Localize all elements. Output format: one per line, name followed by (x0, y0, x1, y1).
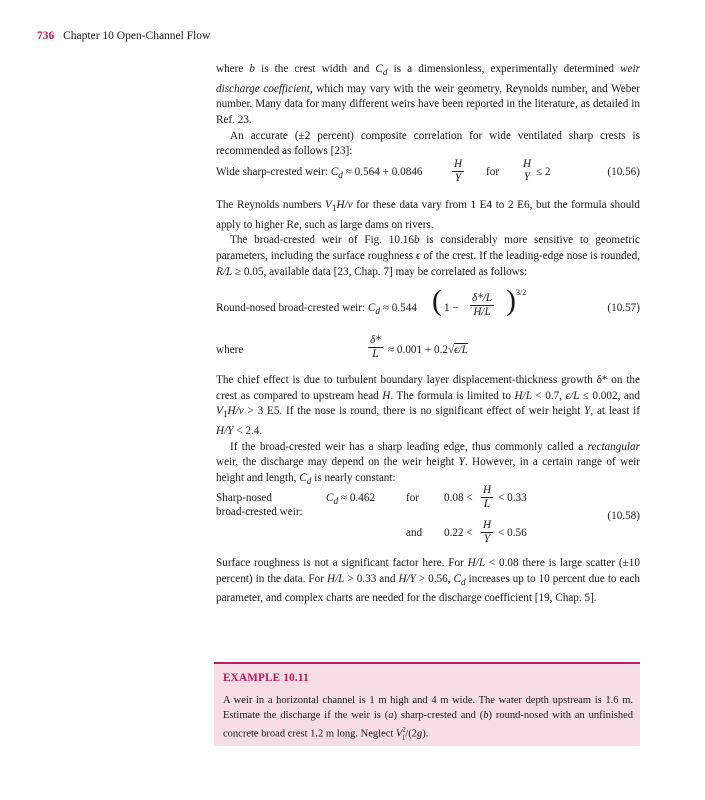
example-problem-text: A weir in a horizontal channel is 1 m high and 4 m wide. The water depth upstream is 1.6 m. Estimate the discharge if the weir is (a) sharp-crested and (b) round-nosed with an unfinished concrete broad crest 1.2 m long. Neglect $V^2_1/(2g)$. (223, 695, 633, 742)
fraction-delta-ratio: $\frac{\delta*/L}{H/L}$ (472, 292, 493, 318)
equation-number: (10.57) (607, 302, 640, 314)
chapter-title: Chapter 10 Open-Channel Flow (63, 30, 211, 42)
paragraph-roughness: Surface roughness is not a significant factor here. For H/L < 0.08 there is large scatter (±10 percent) in the data. For H/L > 0.33 and H/Y > 0.56, $C_d$ increases up to 10 percent due to each parameter, and complex charts are needed for the discharge coefficient [19, Chap. 5]. (216, 557, 641, 605)
page-number: 736 (37, 30, 55, 42)
fraction-h-over-y: $\frac{H}{Y}$ (454, 158, 463, 184)
intro-text (216, 62, 640, 160)
fraction-h-over-y: $\frac{H}{Y}$ (483, 519, 492, 545)
condition-fraction: H Y (523, 158, 532, 183)
fraction-h-over-l: $\frac{H}{L}$ (483, 484, 492, 510)
equation-10-56: Wide sharp-crested weir: $C_d \approx 0.564 + 0.0846$ $\frac{H}{Y}$ for H Y ≤ 2 (10.56) (216, 158, 640, 184)
paragraph-broad-crested: The broad-crested weir of Fig. 10.16b is considerably more sensitive to geometric parameters, including the surface roughness ϵ of the crest. If the leading-edge nose is rounded, R/L ≥ 0.05, available data [23, Chap. 7] may be correlated as follows: (216, 234, 641, 278)
fraction-delta-star-over-l: $\frac{\delta*}{L}$ (370, 334, 381, 360)
roughness-text (216, 556, 640, 607)
equation-number: (10.56) (607, 166, 640, 178)
paragraph-reynolds: The Reynolds numbers $V_1H/\nu$ for these data vary from 1 E4 to 2 E6, but the formula should apply to higher Re, such as large dams on rivers. (216, 199, 640, 231)
example-title: EXAMPLE 10.11 (223, 672, 309, 684)
running-header (37, 30, 210, 42)
paragraph-weir-coefficient: where b is the crest width and $C_d$ is a dimensionless, experimentally determined weir discharge coefficient, which may vary with the weir geometry, Reynolds number, and Weber number. Many data for many different weirs have been reported in the literature, as detailed in Ref. 23. (216, 63, 640, 127)
paragraph-correlation: An accurate (±2 percent) composite correlation for wide ventilated sharp crests is recommended as follows [23]: (216, 129, 640, 158)
equation-number: (10.58) (607, 510, 640, 522)
equation-delta-star: where $\frac{\delta*}{L}$ ≈ 0.001 + 0.2√ϵ/L (216, 334, 468, 360)
chief-effect-text (216, 373, 640, 491)
paragraph-chief-effect: The chief effect is due to turbulent boundary layer displacement-thickness growth δ* on the crest as compared to upstream head H. The formula is limited to H/L < 0.7, ϵ/L ≤ 0.002, and $V_1H/\nu > 3$ E5. If the nose is round, there is no significant effect of weir height Y, at least if H/Y < 2.4. (216, 374, 640, 438)
paragraph-rectangular-weir: If the broad-crested weir has a sharp leading edge, thus commonly called a rectangular weir, the discharge may depend on the weir height Y. However, in a certain range of weir height and length, $C_d$ is nearly constant: (216, 440, 640, 488)
equation-10-57: Round-nosed broad-crested weir: $C_d \approx 0.544$ ( 1 − $\frac{\delta*/L}{H/L}$ ) 3/2 (10.57) (216, 284, 640, 318)
reynolds-text (216, 198, 640, 280)
equation-10-58: Sharp-nosed broad-crested weir: $C_d \approx 0.462$ for 0.08 < $\frac{H}{L}$ < 0.33 and 0.22 < $\frac{H}{Y}$ < 0.56 (10.58) (216, 484, 640, 545)
